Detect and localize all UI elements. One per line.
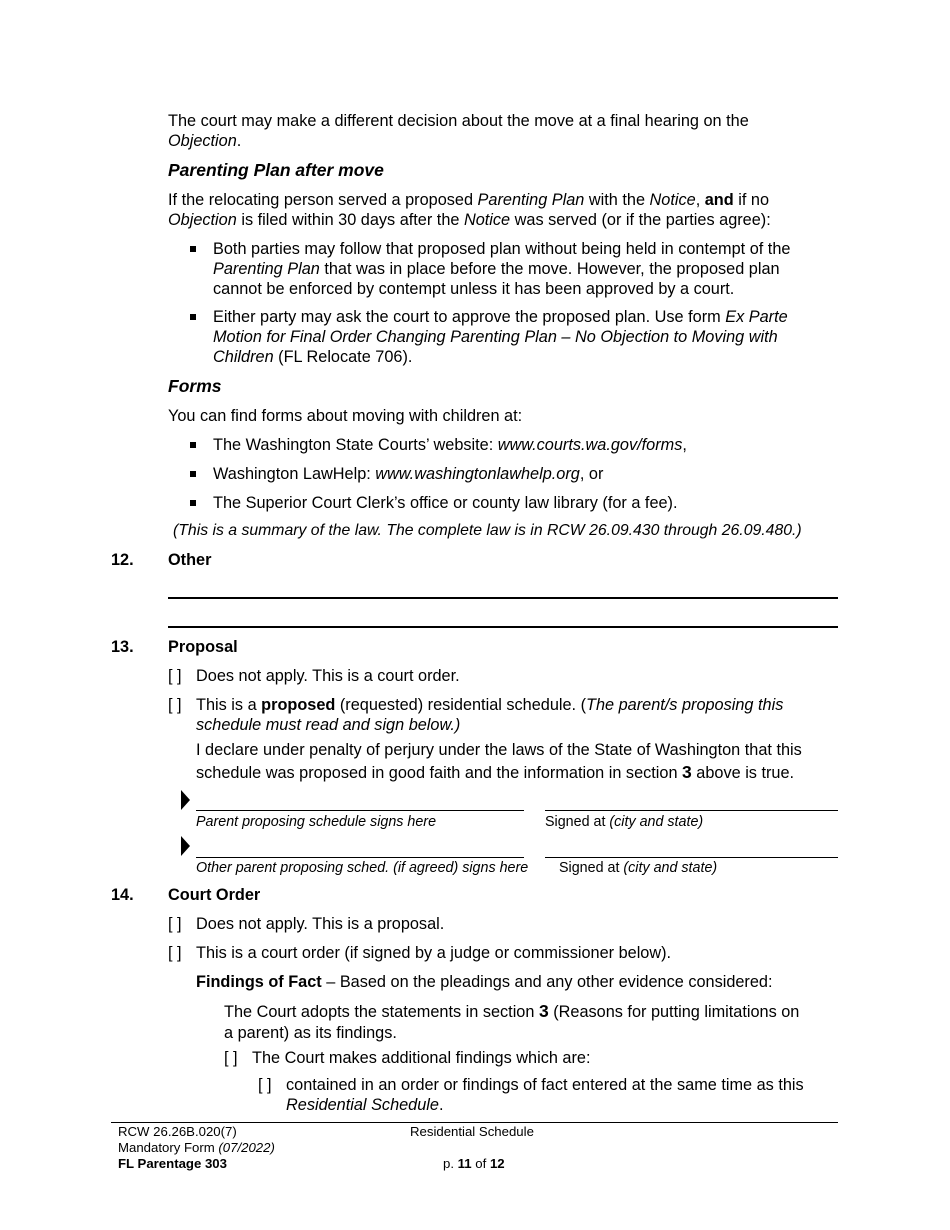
text: Either party may ask the court to approve the proposed plan. Use form (213, 308, 726, 326)
section-12-number: 12. (111, 551, 134, 569)
text: Signed at (559, 860, 624, 876)
section-14-number: 14. (111, 886, 134, 904)
text: a parent) as its findings. (224, 1024, 397, 1042)
text: Ex Parte (725, 308, 788, 326)
proposed-label (196, 695, 836, 735)
text (213, 259, 833, 279)
bullet-icon (190, 442, 196, 448)
text: The parent/s proposing this (586, 696, 784, 714)
text: The Washington State Courts’ website: (213, 436, 498, 454)
text: , (695, 191, 705, 209)
text (213, 347, 833, 367)
intro-paragraph (168, 111, 840, 151)
bullet-icon (190, 314, 196, 320)
footer-rcw: RCW 26.26B.020(7) (118, 1124, 237, 1139)
text: cannot be enforced by contempt unless it has been approved by a court. (213, 280, 735, 298)
parent-signature-label: Parent proposing schedule signs here (196, 814, 437, 830)
period: . (236, 132, 242, 150)
footer-title: Residential Schedule (410, 1124, 534, 1139)
section-14-title: Court Order (168, 886, 261, 904)
text (224, 1001, 839, 1023)
bullet-text (213, 239, 833, 299)
text: 11 (457, 1156, 472, 1171)
text: above is true. (691, 764, 795, 782)
text: Mandatory Form (118, 1140, 219, 1155)
text: Signed at (545, 814, 610, 830)
other-line-1[interactable] (168, 597, 838, 599)
text: 3 (682, 762, 692, 782)
does-not-apply-checkbox[interactable]: [ ] (168, 667, 182, 685)
signed-at-label-1 (545, 812, 703, 832)
text: . (438, 1096, 444, 1114)
footer-mandatory (118, 1140, 275, 1156)
signed-at-line-1[interactable] (545, 810, 838, 811)
bullet-icon (190, 471, 196, 477)
text: This is a (196, 696, 262, 714)
text: Notice (463, 211, 511, 229)
text: Children (213, 348, 274, 366)
text (286, 1095, 841, 1115)
text: 3 (538, 1001, 549, 1021)
findings-of-fact (196, 972, 836, 992)
text: with the (584, 191, 650, 209)
text: Both parties may follow that proposed plan without being held in contempt of the (213, 240, 791, 258)
courts-website-link[interactable]: www.courts.wa.gov/forms (497, 436, 683, 454)
parenting-plan-paragraph (168, 190, 840, 230)
text: schedule was proposed in good faith and the information in section (196, 764, 683, 782)
text (213, 307, 833, 327)
footer-page-number (443, 1156, 505, 1172)
objection-term: Objection (168, 132, 237, 150)
text: is filed within 30 days after the (236, 211, 464, 229)
court-order-label: This is a court order (if signed by a judge or commissioner below). (196, 944, 672, 962)
court-adopts-text (224, 1001, 839, 1044)
bullet-text (213, 493, 833, 513)
bullet-text (213, 464, 833, 484)
bullet-text (213, 435, 833, 455)
text: 12 (489, 1156, 505, 1171)
law-summary: (This is a summary of the law. The complete law is in RCW 26.09.430 through 26.09.480.) (173, 522, 802, 539)
parent-signature-line[interactable] (196, 810, 524, 811)
text: proposed (261, 696, 336, 714)
footer-left (118, 1124, 275, 1172)
text: Findings of Fact (196, 973, 322, 991)
proposal-checkbox[interactable]: [ ] (168, 915, 182, 933)
footer-form-id: FL Parentage 303 (118, 1156, 227, 1171)
intro-line-1: The court may make a different decision about the move at a final hearing on the (168, 112, 749, 130)
court-order-checkbox[interactable]: [ ] (168, 944, 182, 962)
forms-intro: You can find forms about moving with children at: (168, 407, 523, 425)
text: Notice (649, 191, 696, 209)
footer-divider (111, 1122, 838, 1123)
bullet-icon (190, 500, 196, 506)
sign-here-arrow-icon (181, 790, 190, 810)
text: (city and state) (609, 814, 704, 830)
contained-in-order-label (286, 1075, 841, 1115)
text: (requested) residential schedule. ( (335, 696, 587, 714)
proposal-label: Does not apply. This is a proposal. (196, 915, 445, 933)
text: schedule must read and sign below.) (196, 716, 461, 734)
forms-heading: Forms (168, 376, 222, 396)
text: Washington LawHelp: (213, 465, 376, 483)
contained-in-order-checkbox[interactable]: [ ] (258, 1076, 272, 1094)
text: I declare under penalty of perjury under the laws of the State of Washington that this (196, 741, 802, 759)
text: contained in an order or findings of fact entered at the same time as this (286, 1076, 804, 1094)
parenting-plan-heading: Parenting Plan after move (168, 160, 384, 180)
section-12-title: Other (168, 551, 212, 569)
text: (Reasons for putting limitations on (548, 1003, 800, 1021)
text: (07/2022) (218, 1140, 275, 1155)
pp-line-2 (168, 210, 840, 230)
proposed-checkbox[interactable]: [ ] (168, 696, 182, 714)
text: The Superior Court Clerk’s office or county law library (for a fee). (213, 494, 678, 512)
additional-findings-checkbox[interactable]: [ ] (224, 1049, 238, 1067)
pp-line-1 (168, 190, 840, 210)
intro-line-2 (168, 131, 840, 151)
other-parent-signature-label: Other parent proposing sched. (if agreed) signs here (196, 860, 529, 876)
text: , (682, 436, 687, 454)
text (196, 761, 836, 784)
text: The Court adopts the statements in section (224, 1003, 539, 1021)
text: and (704, 191, 734, 209)
bullet-text (213, 307, 833, 367)
text: that was in place before the move. However, the proposed plan (319, 260, 780, 278)
section-13-number: 13. (111, 638, 134, 656)
bullet-icon (190, 246, 196, 252)
lawhelp-link[interactable]: www.washingtonlawhelp.org (375, 465, 580, 483)
other-line-2[interactable] (168, 626, 838, 628)
text: Objection (168, 211, 237, 229)
text: if no (733, 191, 770, 209)
text: was served (or if the parties agree): (510, 211, 771, 229)
text: (FL Relocate 706). (273, 348, 413, 366)
text: of (471, 1156, 490, 1171)
text: , or (579, 465, 604, 483)
declaration-text (196, 739, 836, 784)
text: – Based on the pleadings and any other evidence considered: (321, 973, 773, 991)
text: If the relocating person served a proposed (168, 191, 478, 209)
does-not-apply-label: Does not apply. This is a court order. (196, 667, 460, 685)
additional-findings-label: The Court makes additional findings which are: (252, 1049, 591, 1067)
text: p. (443, 1156, 458, 1171)
signed-at-label-2 (559, 858, 717, 878)
text: Parenting Plan (477, 191, 585, 209)
text: Residential Schedule (286, 1096, 439, 1114)
text: Motion for Final Order Changing Parenting Plan – No Objection to Moving with (213, 328, 778, 346)
text: Parenting Plan (213, 260, 320, 278)
sign-here-arrow-icon (181, 836, 190, 856)
section-13-title: Proposal (168, 638, 238, 656)
text (196, 695, 836, 715)
text: (city and state) (623, 860, 718, 876)
